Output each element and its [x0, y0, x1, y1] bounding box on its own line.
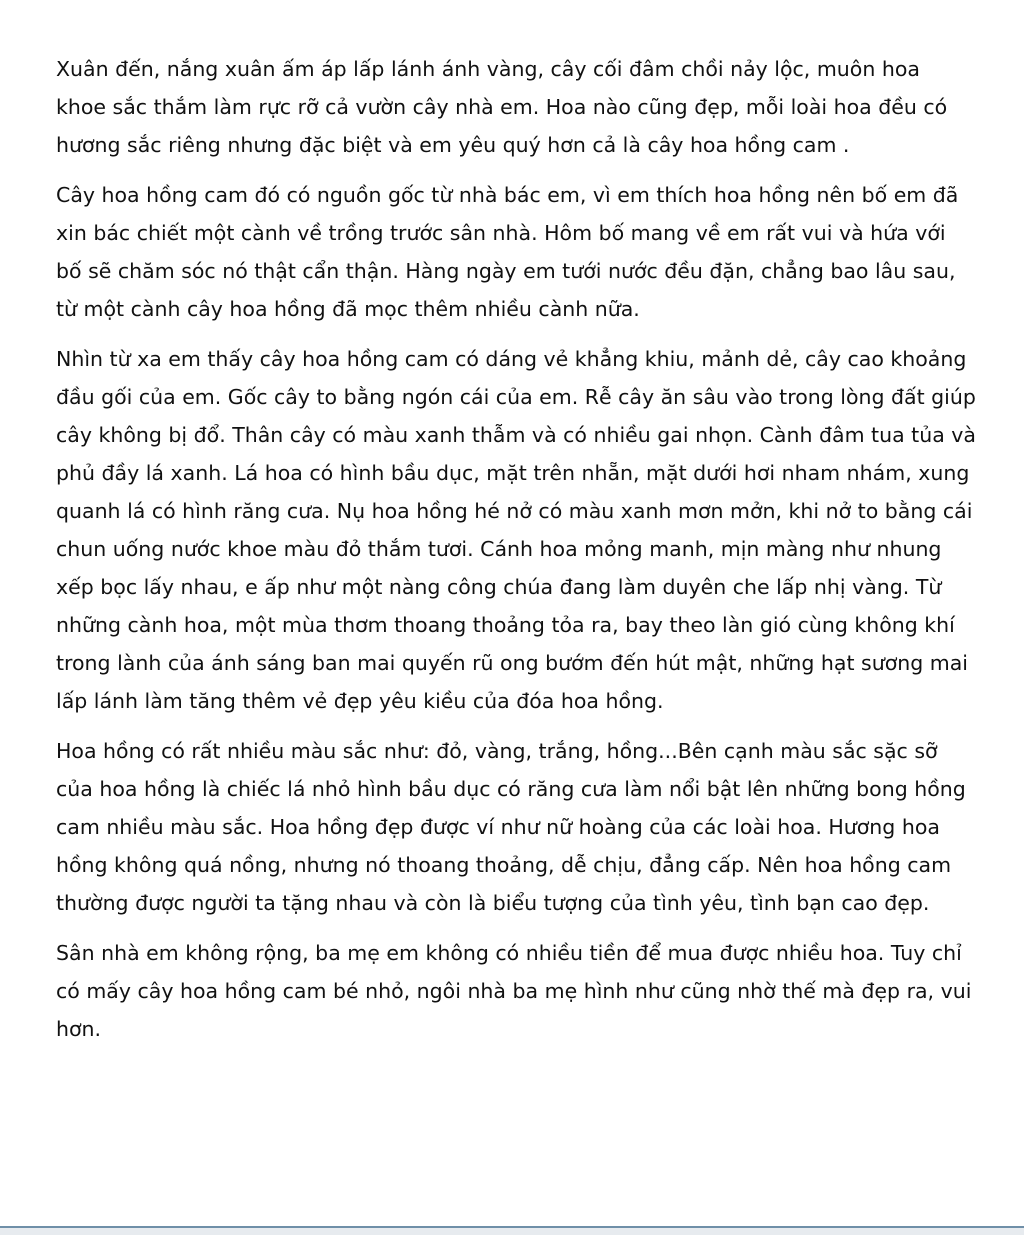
paragraph-conclusion: Sân nhà em không rộng, ba mẹ em không có nhiều tiền để mua được nhiều hoa. Tuy chỉ có mấy cây hoa hồng cam bé nhỏ, ngôi nhà ba mẹ hình như cũng nhờ thế mà đẹp ra, vui hơn.	[56, 941, 972, 1041]
paragraph-description: Nhìn từ xa em thấy cây hoa hồng cam có dáng vẻ khẳng khiu, mảnh dẻ, cây cao khoảng đầu gối của em. Gốc cây to bằng ngón cái của em. Rễ cây ăn sâu vào trong lòng đất giúp cây không bị đổ. Thân cây có màu xanh thẫm và có nhiều gai nhọn. Cành đâm tua tủa và phủ đầy lá xanh. Lá hoa có hình bầu dục, mặt trên nhẵn, mặt dưới hơi nham nhám, xung quanh lá có hình răng cưa. Nụ hoa hồng hé nở có màu xanh mơn mởn, khi nở to bằng cái chun uống nước khoe màu đỏ thắm tươi. Cánh hoa mỏng manh, mịn màng như nhung xếp bọc lấy nhau, e ấp như một nàng công chúa đang làm duyên che lấp nhị vàng. Từ những cành hoa, một mùa thơm thoang thoảng tỏa ra, bay theo làn gió cùng không khí trong lành của ánh sáng ban mai quyến rũ ong bướm đến hút mật, những hạt sương mai lấp lánh làm tăng thêm vẻ đẹp yêu kiều của đóa hoa hồng.	[56, 347, 976, 713]
document-body[interactable]	[56, 50, 976, 1060]
paragraph-intro: Xuân đến, nắng xuân ấm áp lấp lánh ánh vàng, cây cối đâm chồi nảy lộc, muôn hoa khoe sắc thắm làm rực rỡ cả vườn cây nhà em. Hoa nào cũng đẹp, mỗi loài hoa đều có hương sắc riêng nhưng đặc biệt và em yêu quý hơn cả là cây hoa hồng cam .	[56, 57, 948, 157]
page-bottom-edge	[0, 1226, 1024, 1235]
paragraph-origin: Cây hoa hồng cam đó có nguồn gốc từ nhà bác em, vì em thích hoa hồng nên bố em đã xin bác chiết một cành về trồng trước sân nhà. Hôm bố mang về em rất vui và hứa với bố sẽ chăm sóc nó thật cẩn thận. Hàng ngày em tưới nước đều đặn, chẳng bao lâu sau, từ một cành cây hoa hồng đã mọc thêm nhiều cành nữa.	[56, 183, 959, 321]
paragraph-colors: Hoa hồng có rất nhiều màu sắc như: đỏ, vàng, trắng, hồng...Bên cạnh màu sắc sặc sỡ của hoa hồng là chiếc lá nhỏ hình bầu dục có răng cưa làm nổi bật lên những bong hồng cam nhiều màu sắc. Hoa hồng đẹp được ví như nữ hoàng của các loài hoa. Hương hoa hồng không quá nồng, nhưng nó thoang thoảng, dễ chịu, đẳng cấp. Nên hoa hồng cam thường được người ta tặng nhau và còn là biểu tượng của tình yêu, tình bạn cao đẹp.	[56, 739, 966, 915]
